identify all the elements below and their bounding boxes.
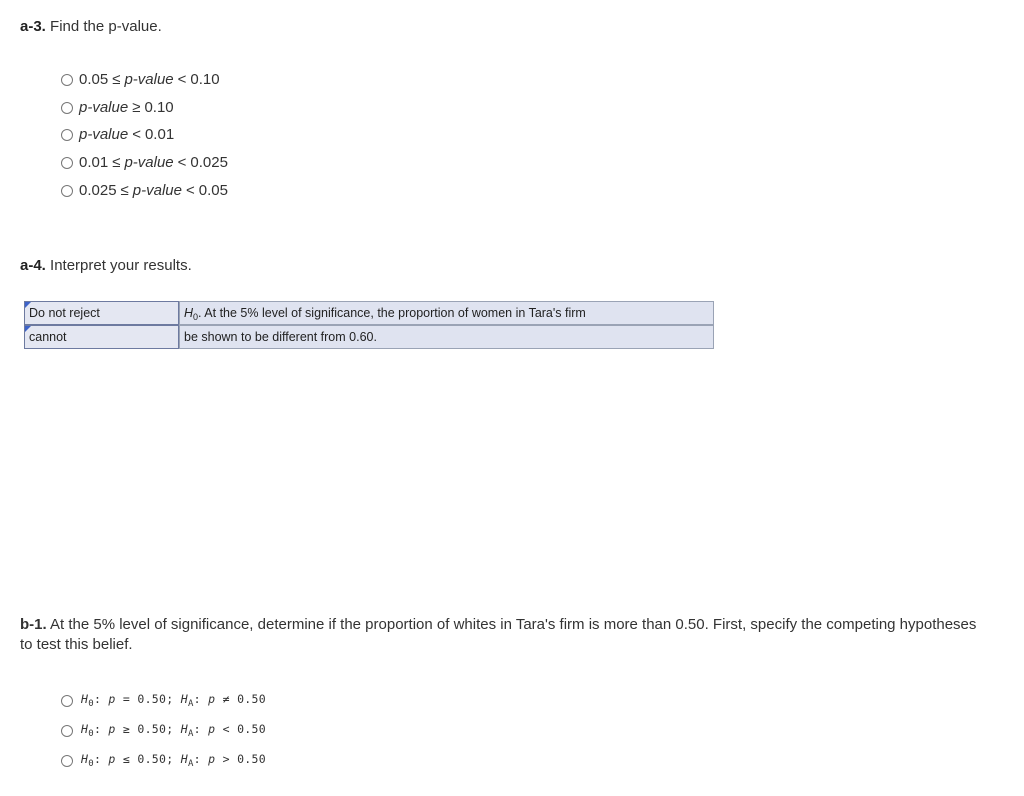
radio-button[interactable] [61, 74, 73, 86]
option-operator: ≤ [112, 154, 121, 171]
hypothesis-text: $H_0$: p ≤ 0.50; $H_A$: p > 0.50 [81, 752, 266, 769]
option-value: 0.025 [79, 182, 117, 199]
a3-option-2[interactable] [61, 99, 174, 116]
h0-subscript: 0 [193, 312, 199, 322]
dropdown-value: cannot [29, 330, 67, 344]
option-operator: < [185, 182, 195, 199]
radio-button[interactable] [61, 755, 73, 767]
radio-button[interactable] [61, 129, 73, 141]
decision-dropdown[interactable] [24, 301, 179, 325]
a3-option-1[interactable] [61, 71, 220, 88]
b1-option-2[interactable] [61, 722, 266, 739]
a3-option-3[interactable] [61, 126, 174, 143]
option-value: 0.025 [190, 154, 228, 171]
option-value: 0.10 [144, 99, 174, 116]
option-variable: p-value [132, 182, 182, 199]
interpretation-text-row-1 [179, 301, 714, 325]
radio-button[interactable] [61, 157, 73, 169]
option-value: 0.10 [190, 71, 220, 88]
hypothesis-text: $H_0$: p = 0.50; $H_A$: p ≠ 0.50 [81, 692, 266, 709]
a3-option-4[interactable] [61, 154, 228, 171]
question-prompt: Find the p-value. [50, 18, 162, 35]
option-value: 0.01 [79, 154, 109, 171]
option-variable: p-value [124, 154, 174, 171]
option-operator: < [132, 126, 141, 143]
option-value: 0.05 [79, 71, 109, 88]
dropdown-value: Do not reject [29, 306, 100, 320]
radio-button[interactable] [61, 695, 73, 707]
interpretation-text-row-2 [179, 325, 714, 349]
option-operator: ≥ [132, 99, 141, 116]
option-variable: p-value [79, 126, 129, 143]
option-operator: < [177, 154, 187, 171]
question-b1-title [20, 615, 980, 655]
b1-option-1[interactable] [61, 692, 266, 709]
question-number: a-4. [20, 257, 46, 274]
hypothesis-text: $H_0$: p ≥ 0.50; $H_A$: p < 0.50 [81, 722, 266, 739]
question-prompt: Interpret your results. [50, 257, 192, 274]
question-a4-title [20, 257, 192, 274]
option-operator: < [177, 71, 187, 88]
h0-symbol: H [184, 306, 194, 320]
interpretation-text: . At the 5% level of significance, the proportion of women in Tara's firm [198, 306, 586, 320]
question-number: b-1. [20, 616, 47, 633]
option-value: 0.01 [144, 126, 175, 143]
a3-option-5[interactable] [61, 182, 228, 199]
question-number: a-3. [20, 18, 46, 35]
option-operator: ≤ [112, 71, 121, 88]
interpretation-table [24, 301, 714, 349]
option-value: 0.05 [198, 182, 228, 199]
question-prompt: At the 5% level of significance, determine if the proportion of whites in Tara's firm is more than 0.50. First, specify the competing hypotheses to test this belief. [20, 616, 977, 653]
b1-option-3[interactable] [61, 752, 266, 769]
interpretation-text: be shown to be different from 0.60. [184, 330, 377, 344]
option-operator: ≤ [120, 182, 129, 199]
option-variable: p-value [79, 99, 129, 116]
radio-button[interactable] [61, 185, 73, 197]
option-variable: p-value [124, 71, 174, 88]
conclusion-dropdown[interactable] [24, 325, 179, 349]
radio-button[interactable] [61, 725, 73, 737]
radio-button[interactable] [61, 102, 73, 114]
question-a3-title [20, 18, 162, 35]
